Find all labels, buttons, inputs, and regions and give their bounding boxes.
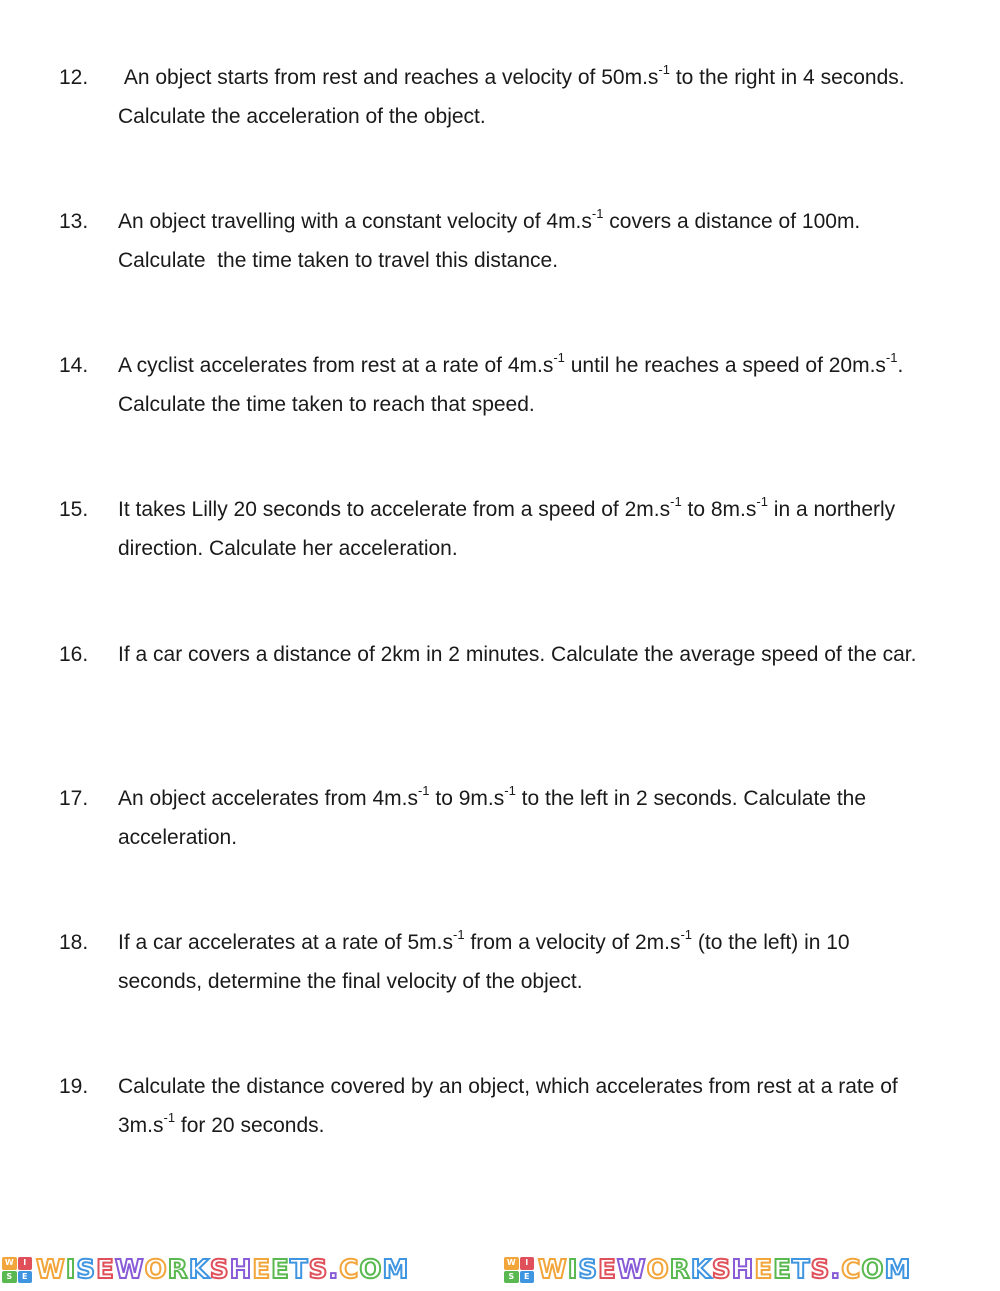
unit-exponent: -1 (658, 62, 670, 77)
unit-exponent: -1 (756, 494, 768, 509)
question-text-segment: A cyclist accelerates from rest at a rate of 4m.s (118, 354, 554, 377)
question-text-segment: to 9m.s (429, 787, 505, 810)
question-number: 18. (59, 931, 89, 954)
question-text-segment: If a car accelerates at a rate of 5m.s (118, 931, 453, 954)
question-text-segment: in a northerly direction. Calculate her acceleration. (118, 498, 902, 560)
question-text-segment: Calculate the distance covered by an object, which accelerates from rest at a rate of 3m.s (118, 1075, 904, 1137)
unit-exponent: -1 (417, 783, 430, 798)
footer-watermark (0, 1252, 1000, 1291)
unit-exponent: -1 (163, 1110, 176, 1125)
question-text-segment: to the right in 4 seconds. Calculate the acceleration of the object. (118, 66, 911, 128)
question-text (118, 346, 918, 424)
question-text (118, 1067, 918, 1145)
question-text-segment: If a car covers a distance of 2km in 2 minutes. Calculate the average speed of the car. (118, 643, 917, 666)
question-text-segment: covers a distance of 100m. Calculate the time taken to travel this distance. (118, 210, 867, 272)
question-text-segment: . Calculate the time taken to reach that speed. (118, 354, 910, 416)
question-text-segment: An object accelerates from 4m.s (118, 787, 418, 810)
question-number: 16. (59, 643, 89, 666)
question-text (118, 202, 918, 280)
brand-logo-icon: W I S E (504, 1257, 534, 1283)
question-text-segment: until he reaches a speed of 20m.s (564, 354, 886, 377)
question-text (118, 635, 918, 674)
brand-logo-icon: W I S E (2, 1257, 32, 1283)
question-text (118, 58, 918, 136)
question-text-segment: It takes Lilly 20 seconds to accelerate from a speed of 2m.s (118, 498, 671, 521)
question-text (118, 923, 918, 1001)
question-number: 14. (59, 354, 89, 377)
question-text-segment: An object starts from rest and reaches a velocity of 50m.s (118, 66, 659, 89)
brand-watermark (2, 1252, 409, 1288)
question-number: 12. (59, 66, 89, 89)
question-text-segment: for 20 seconds. (175, 1114, 325, 1137)
question-text (118, 779, 918, 857)
question-text (118, 490, 918, 568)
question-text-segment: to 8m.s (681, 498, 757, 521)
unit-exponent: -1 (453, 927, 465, 942)
question-text-segment: from a velocity of 2m.s (464, 931, 681, 954)
unit-exponent: -1 (670, 494, 682, 509)
unit-exponent: -1 (591, 206, 604, 221)
question-number: 17. (59, 787, 89, 810)
unit-exponent: -1 (885, 350, 898, 365)
brand-text: WISEWORKSHEETS.COM (538, 1255, 912, 1285)
question-text-segment: to the left in 2 seconds. Calculate the acceleration. (118, 787, 872, 849)
question-number: 13. (59, 210, 89, 233)
question-text-segment: An object travelling with a constant velocity of 4m.s (118, 210, 592, 233)
brand-text: WISEWORKSHEETS.COM (36, 1255, 410, 1285)
question-text-segment: (to the left) in 10 seconds, determine the final velocity of the object. (118, 931, 856, 993)
question-number: 15. (59, 498, 89, 521)
question-number: 19. (59, 1075, 89, 1098)
brand-watermark (504, 1252, 911, 1288)
unit-exponent: -1 (504, 783, 516, 798)
unit-exponent: -1 (553, 350, 565, 365)
unit-exponent: -1 (680, 927, 693, 942)
